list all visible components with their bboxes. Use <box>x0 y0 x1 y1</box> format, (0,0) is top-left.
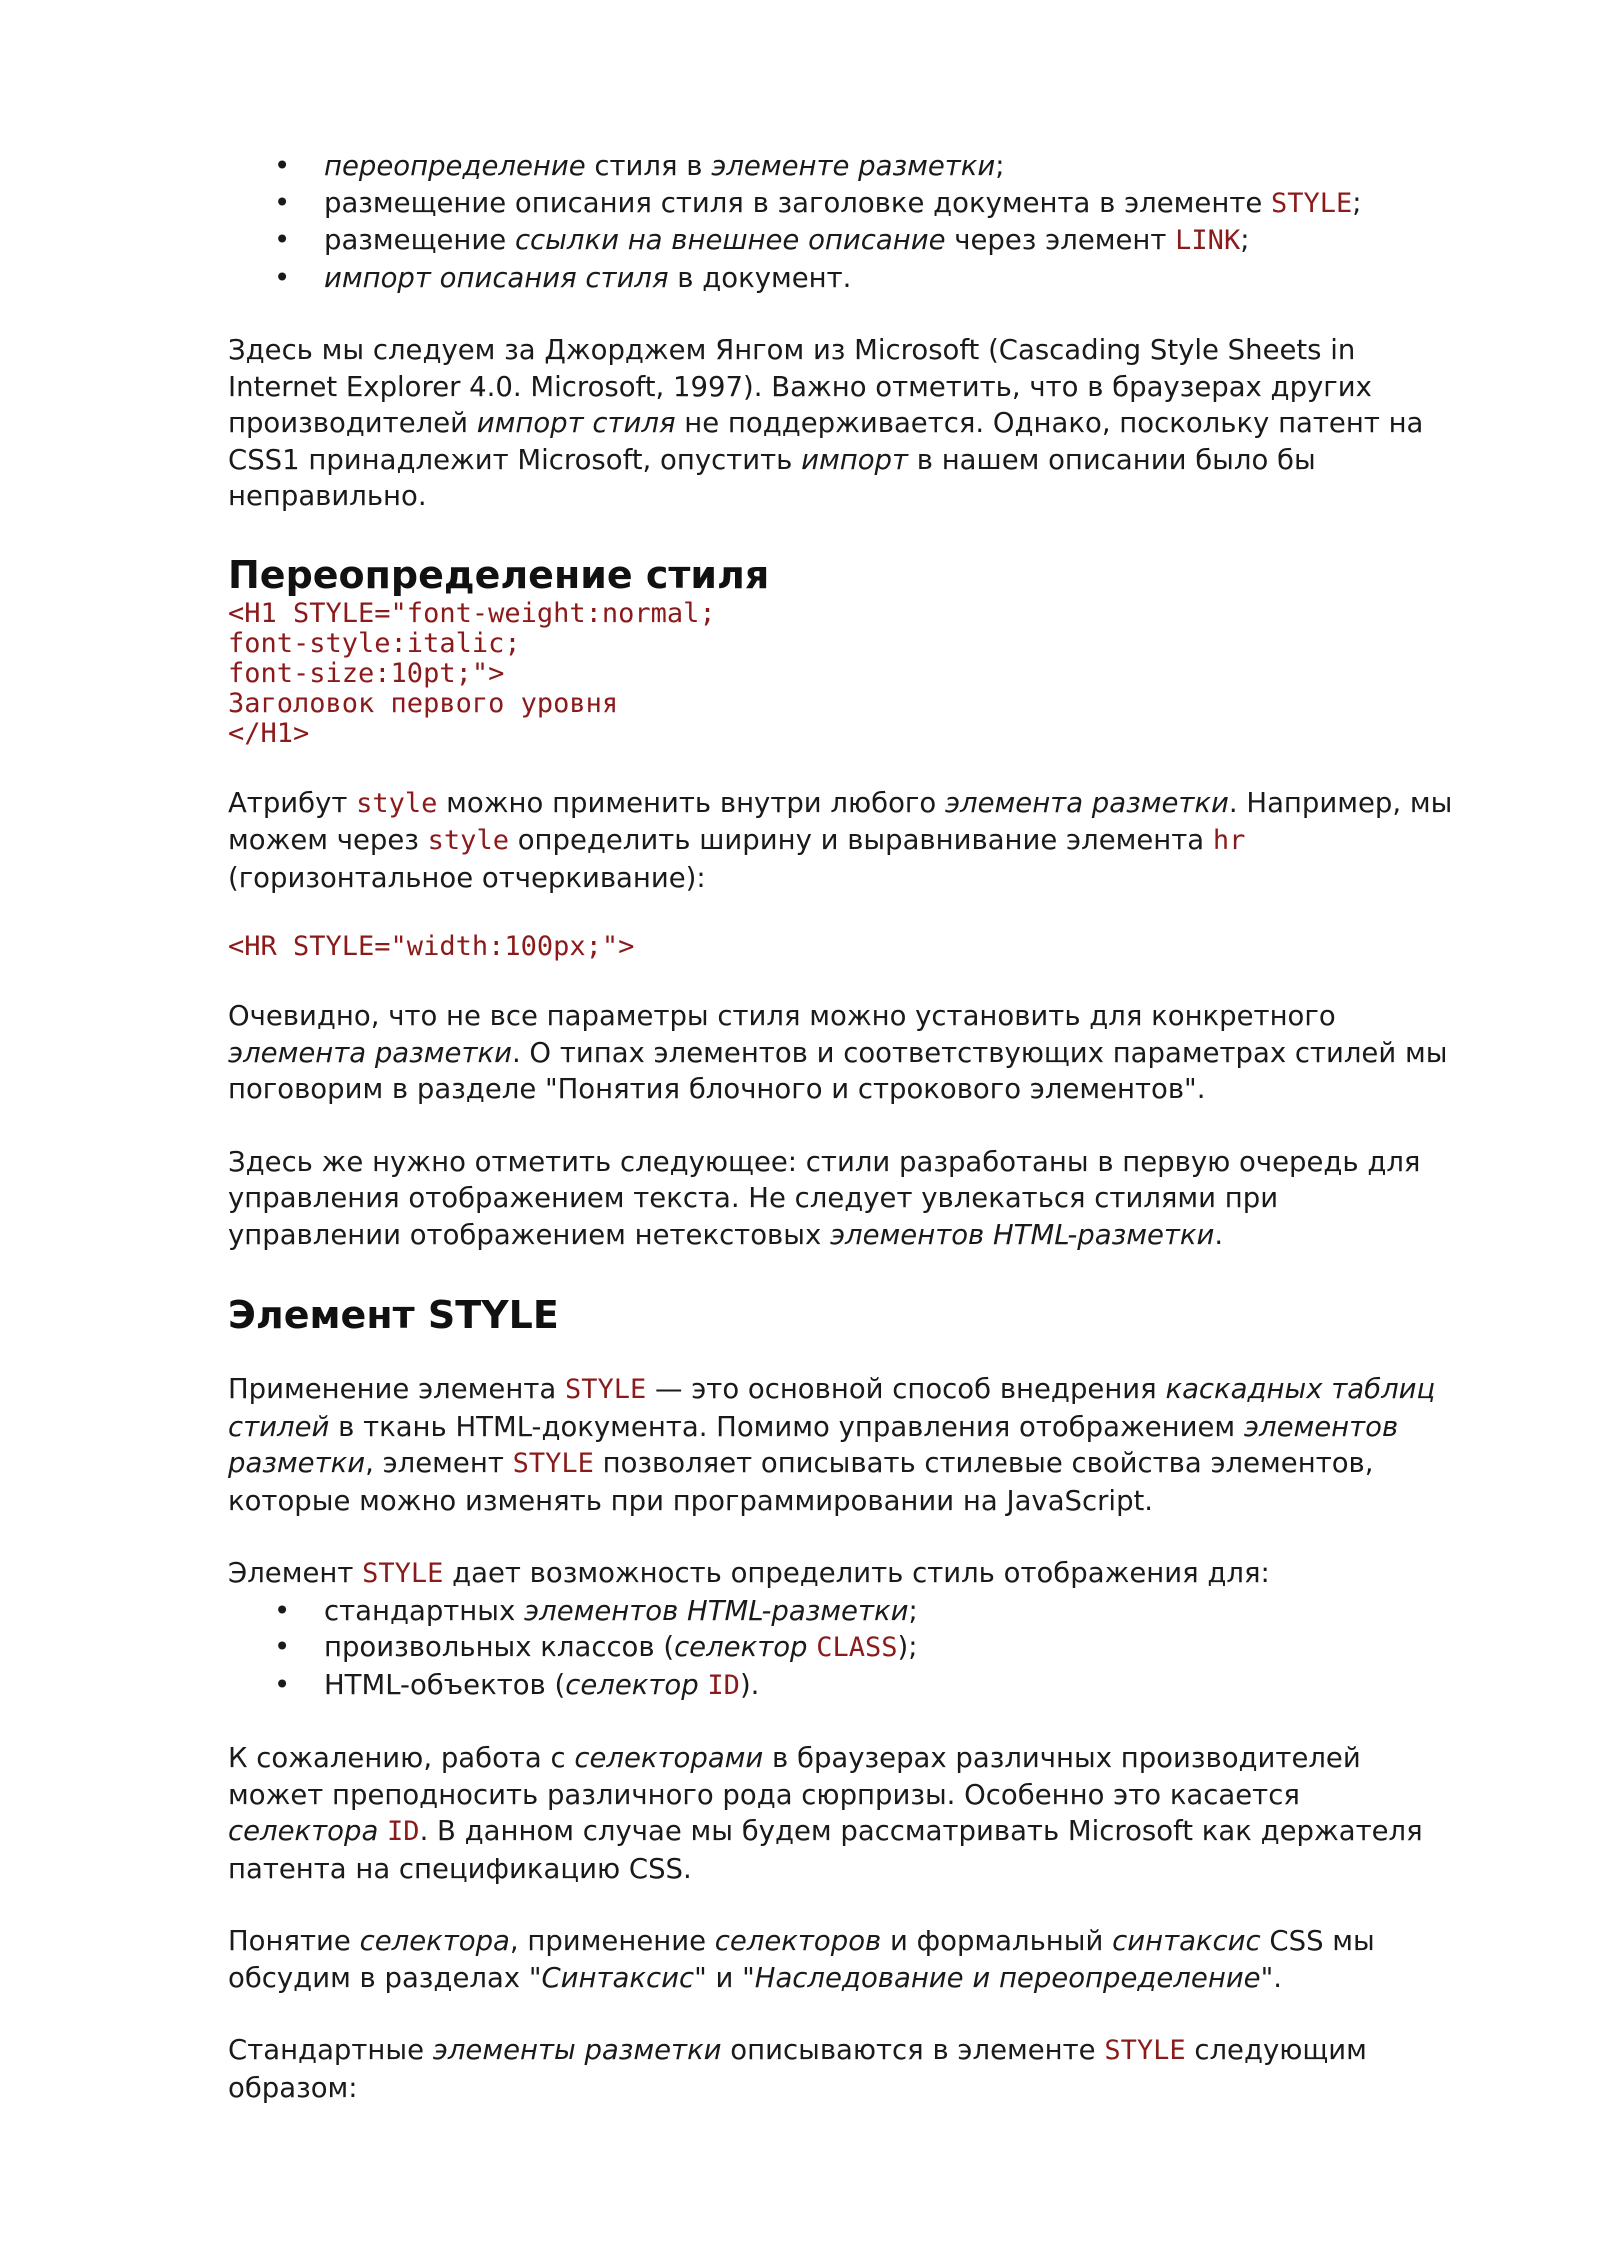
paragraph: Применение элемента STYLE — это основной способ внедрения каскадных таблиц стилей в ткань HTML-документа. Помимо управления отображением элементов разметки, элемент STYLE позволяет описывать стилевые свойства элементов, которые можно изменять при программировании на JavaScript. <box>228 1373 1436 1517</box>
section-heading: Переопределение стиля <box>228 552 770 597</box>
list-item: • переопределение стиля в элементе разметки; <box>228 148 1458 185</box>
paragraph: Атрибут style можно применить внутри любого элемента разметки. Например, мы можем через style определить ширину и выравнивание элемента hr (горизонтальное отчеркивание): <box>228 786 1453 894</box>
style-targets-list <box>228 1593 1458 1705</box>
code-link: LINK <box>1175 225 1241 256</box>
section-heading: Элемент STYLE <box>228 1293 559 1337</box>
paragraph: Понятие селектора, применение селекторов и формальный синтаксис CSS мы обсудим в разделах "Синтаксис" и "Наследование и переопределение". <box>228 1925 1375 1994</box>
paragraph: Здесь же нужно отметить следующее: стили разработаны в первую очередь для управления отображением текста. Не следует увлекаться стилями при управлении отображением нетекстовых элементов HTML-разметки. <box>228 1145 1421 1251</box>
paragraph: Элемент STYLE дает возможность определить стиль отображения для: <box>228 1557 1270 1589</box>
list-item: • HTML-объектов (селектор ID). <box>228 1667 1458 1705</box>
list-item: • размещение ссылки на внешнее описание через элемент LINK; <box>228 222 1458 260</box>
paragraph: К сожалению, работа с селекторами в браузерах различных производителей может преподносить различного рода сюрпризы. Особенно это касается селектора ID. В данном случае мы будем рассматривать Microsoft как держателя патента на спецификацию CSS. <box>228 1742 1423 1885</box>
list-item: • импорт описания стиля в документ. <box>228 260 1458 297</box>
code-block: <HR STYLE="width:100px;"> <box>228 931 635 962</box>
list-item: • размещение описания стиля в заголовке документа в элементе STYLE; <box>228 185 1458 223</box>
code-block: <H1 STYLE="font-weight:normal; font-style:italic; font-size:10pt;"> Заголовок первого уровня </H1> <box>228 597 716 749</box>
list-item: • произвольных классов (селектор CLASS); <box>228 1629 1458 1667</box>
list-item: • стандартных элементов HTML-разметки; <box>228 1593 1458 1630</box>
style-methods-list <box>228 148 1458 296</box>
document-body <box>228 148 1458 2106</box>
paragraph: Очевидно, что не все параметры стиля можно установить для конкретного элемента разметки. О типах элементов и соответствующих параметрах стилей мы поговорим в разделе "Понятия блочного и строкового элементов". <box>228 1000 1448 1105</box>
code-style: STYLE <box>1271 187 1353 219</box>
paragraph: Стандартные элементы разметки описываются в элементе STYLE следующим образом: <box>228 2034 1367 2104</box>
paragraph: Здесь мы следуем за Джорджем Янгом из Microsoft (Cascading Style Sheets in Internet Explorer 4.0. Microsoft, 1997). Важно отметить, что в браузерах других производителей импорт стиля не поддерживается. Однако, поскольку патент на CSS1 принадлежит Microsoft, опустить импорт в нашем описании было бы неправильно. <box>228 334 1424 512</box>
